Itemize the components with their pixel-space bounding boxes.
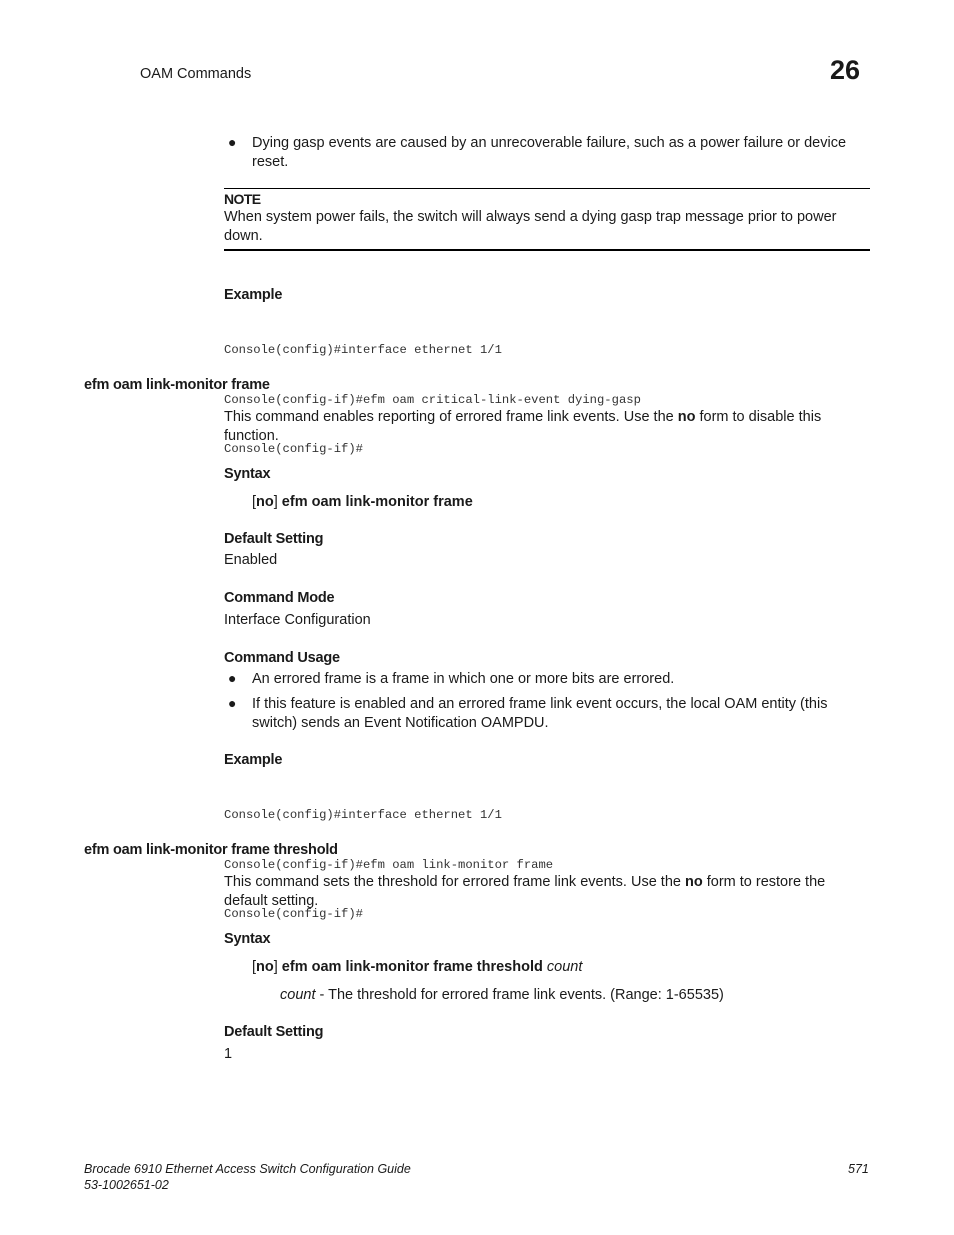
code-line: Console(config)#interface ethernet 1/1	[224, 343, 502, 357]
mode-value: Interface Configuration	[224, 612, 371, 628]
parameter-description: count - The threshold for errored frame link events. (Range: 1-65535)	[280, 987, 724, 1003]
command-title: efm oam link-monitor frame threshold	[84, 842, 338, 858]
code-line: Console(config-if)#efm oam critical-link-event dying-gasp	[224, 392, 641, 407]
note-bottom-rule	[224, 249, 870, 251]
syntax-line: [no] efm oam link-monitor frame	[252, 494, 473, 510]
bullet-text: Dying gasp events are caused by an unrecoverable failure, such as a power failure or device reset.	[252, 135, 847, 170]
default-value: Enabled	[224, 552, 278, 568]
mode-heading: Command Mode	[224, 590, 335, 606]
syntax-line: [no] efm oam link-monitor frame threshold count	[252, 959, 583, 975]
note-text: When system power fails, the switch will always send a dying gasp trap message prior to power down.	[224, 209, 837, 244]
syntax-heading: Syntax	[224, 931, 271, 947]
page-number: 571	[848, 1162, 869, 1176]
footer-doc-number: 53-1002651-02	[84, 1178, 169, 1192]
code-line: Console(config-if)#	[224, 442, 363, 456]
default-heading: Default Setting	[224, 531, 324, 547]
footer-guide-title: Brocade 6910 Ethernet Access Switch Configuration Guide	[84, 1162, 411, 1176]
command-description: This command enables reporting of errored frame link events. Use the no form to disable this function.	[224, 409, 822, 444]
code-line: Console(config-if)#	[224, 907, 363, 921]
example-heading: Example	[224, 752, 283, 768]
default-heading: Default Setting	[224, 1024, 324, 1040]
chapter-number: 26	[830, 55, 861, 85]
command-description: This command sets the threshold for errored frame link events. Use the no form to restore the default setting.	[224, 874, 826, 909]
bullet-icon: ●	[228, 670, 237, 686]
running-header: OAM Commands	[140, 66, 252, 82]
code-line: Console(config)#interface ethernet 1/1	[224, 808, 502, 822]
code-line: Console(config-if)#efm oam link-monitor frame	[224, 857, 554, 872]
usage-heading: Command Usage	[224, 650, 340, 666]
usage-item: If this feature is enabled and an errored frame link event occurs, the local OAM entity (this switch) sends an Event Notification OAMPDU.	[252, 696, 828, 731]
note-label: NOTE	[224, 191, 261, 207]
example-heading: Example	[224, 287, 283, 303]
default-value: 1	[224, 1046, 233, 1062]
bullet-icon: ●	[228, 134, 237, 150]
command-title: efm oam link-monitor frame	[84, 377, 270, 393]
bullet-icon: ●	[228, 695, 237, 711]
usage-item: An errored frame is a frame in which one or more bits are errored.	[252, 671, 675, 687]
code-block	[224, 309, 641, 474]
syntax-heading: Syntax	[224, 466, 271, 482]
note-top-rule	[224, 188, 870, 189]
